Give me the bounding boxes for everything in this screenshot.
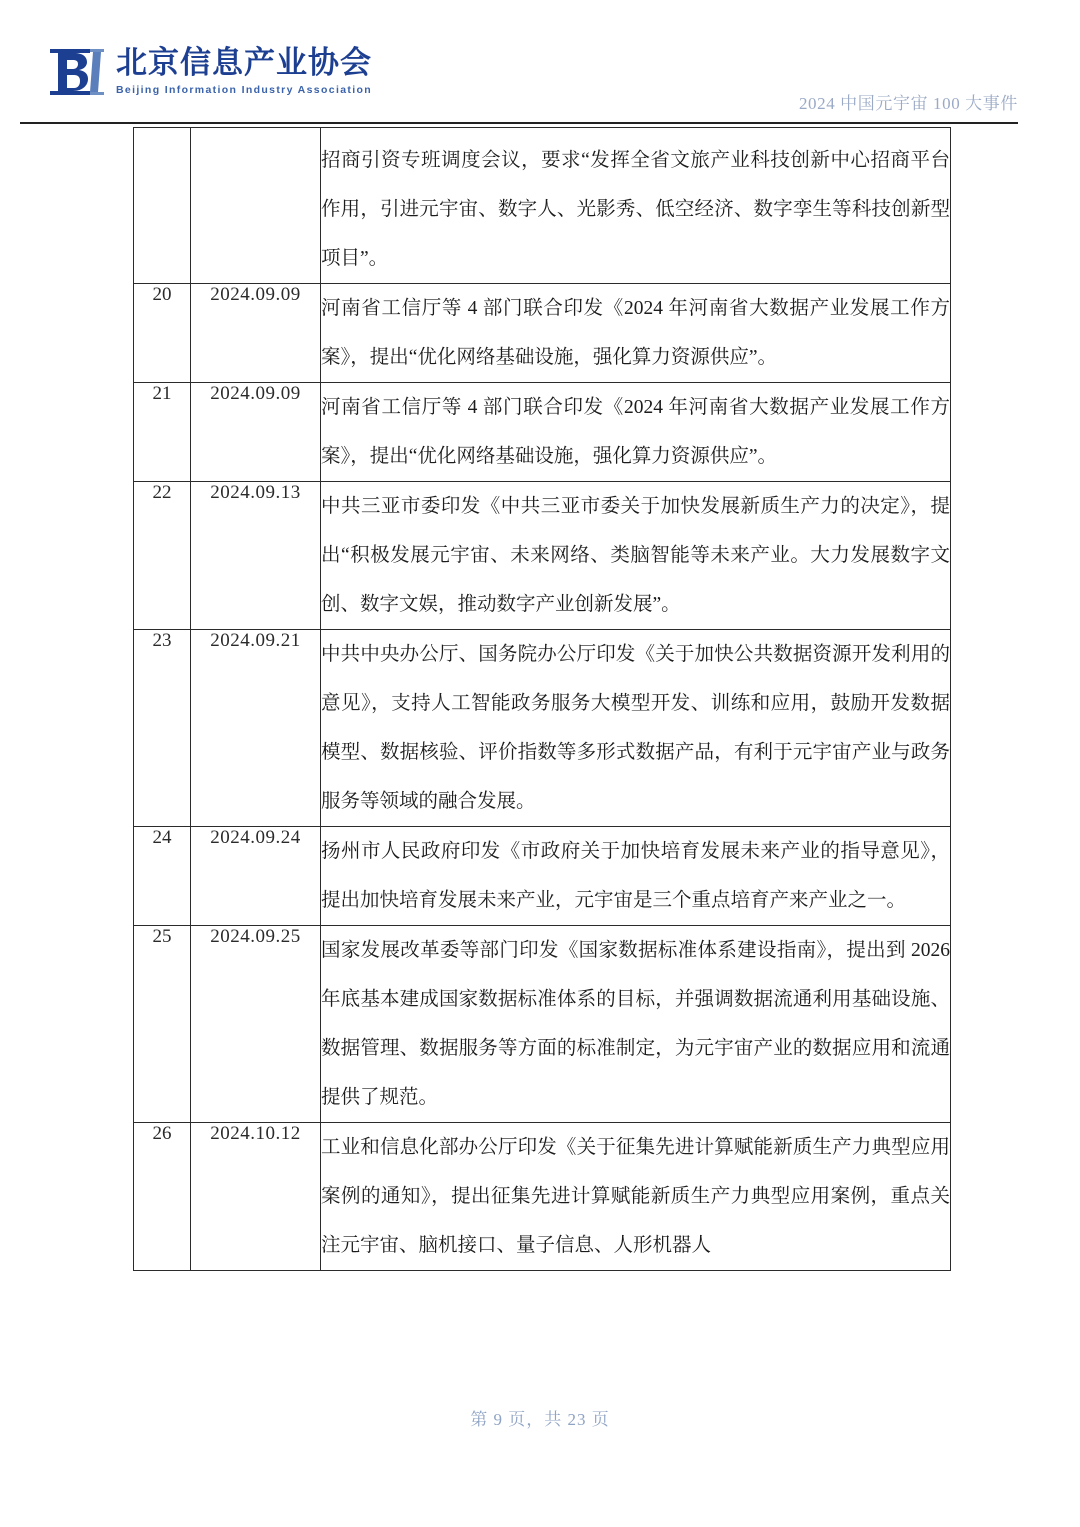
cell-sequence-number: 26 xyxy=(134,1123,191,1271)
cell-sequence-number: 24 xyxy=(134,827,191,926)
cell-date: 2024.09.24 xyxy=(191,827,321,926)
running-header-title: 2024 中国元宇宙 100 大事件 xyxy=(798,94,1018,113)
bia-monogram-b-icon xyxy=(48,46,106,98)
organization-logo xyxy=(48,46,372,98)
table-row xyxy=(134,926,951,1123)
cell-date: 2024.09.25 xyxy=(191,926,321,1123)
cell-date: 2024.09.13 xyxy=(191,482,321,630)
table-row xyxy=(134,630,951,827)
header-divider xyxy=(20,122,1018,124)
cell-description: 中共三亚市委印发《中共三亚市委关于加快发展新质生产力的决定》，提出“积极发展元宇宙、未来网络、类脑智能等未来产业。大力发展数字文创、数字文娱，推动数字产业创新发展”。 xyxy=(321,482,951,630)
logo-name-cn: 北京信息产业协会 xyxy=(116,45,372,80)
table-row xyxy=(134,1123,951,1271)
cell-sequence-number: 22 xyxy=(134,482,191,630)
cell-description: 国家发展改革委等部门印发《国家数据标准体系建设指南》，提出到 2026 年底基本建成国家数据标准体系的目标，并强调数据流通利用基础设施、数据管理、数据服务等方面的标准制定，为元宇宙产业的数据应用和流通提供了规范。 xyxy=(321,926,951,1123)
cell-description: 工业和信息化部办公厅印发《关于征集先进计算赋能新质生产力典型应用案例的通知》，提出征集先进计算赋能新质生产力典型应用案例，重点关注元宇宙、脑机接口、量子信息、人形机器人 xyxy=(321,1123,951,1271)
cell-sequence-number: 21 xyxy=(134,383,191,482)
cell-sequence-number: 23 xyxy=(134,630,191,827)
table-row xyxy=(134,284,951,383)
table-row xyxy=(134,482,951,630)
page-header xyxy=(0,0,1080,126)
cell-date: 2024.09.09 xyxy=(191,284,321,383)
table-row xyxy=(134,128,951,284)
events-table-body xyxy=(134,128,951,1271)
cell-sequence-number: 20 xyxy=(134,284,191,383)
events-table xyxy=(133,127,951,1271)
table-row xyxy=(134,827,951,926)
cell-description: 河南省工信厅等 4 部门联合印发《2024 年河南省大数据产业发展工作方案》，提出“优化网络基础设施，强化算力资源供应”。 xyxy=(321,383,951,482)
logo-text-group xyxy=(116,46,372,96)
cell-sequence-number: 25 xyxy=(134,926,191,1123)
cell-description: 招商引资专班调度会议，要求“发挥全省文旅产业科技创新中心招商平台作用，引进元宇宙、数字人、光影秀、低空经济、数字孪生等科技创新型项目”。 xyxy=(321,128,951,284)
cell-date xyxy=(191,128,321,284)
cell-date: 2024.09.21 xyxy=(191,630,321,827)
cell-date: 2024.10.12 xyxy=(191,1123,321,1271)
table-row xyxy=(134,383,951,482)
cell-date: 2024.09.09 xyxy=(191,383,321,482)
cell-description: 河南省工信厅等 4 部门联合印发《2024 年河南省大数据产业发展工作方案》，提出“优化网络基础设施，强化算力资源供应”。 xyxy=(321,284,951,383)
logo-name-en: Beijing Information Industry Association xyxy=(116,83,373,96)
page-footer: 第 9 页，共 23 页 xyxy=(470,1410,610,1429)
cell-description: 中共中央办公厅、国务院办公厅印发《关于加快公共数据资源开发利用的意见》，支持人工智能政务服务大模型开发、训练和应用，鼓励开发数据模型、数据核验、评价指数等多形式数据产品，有利于元宇宙产业与政务服务等领域的融合发展。 xyxy=(321,630,951,827)
cell-description: 扬州市人民政府印发《市政府关于加快培育发展未来产业的指导意见》，提出加快培育发展未来产业，元宇宙是三个重点培育产来产业之一。 xyxy=(321,827,951,926)
cell-sequence-number xyxy=(134,128,191,284)
